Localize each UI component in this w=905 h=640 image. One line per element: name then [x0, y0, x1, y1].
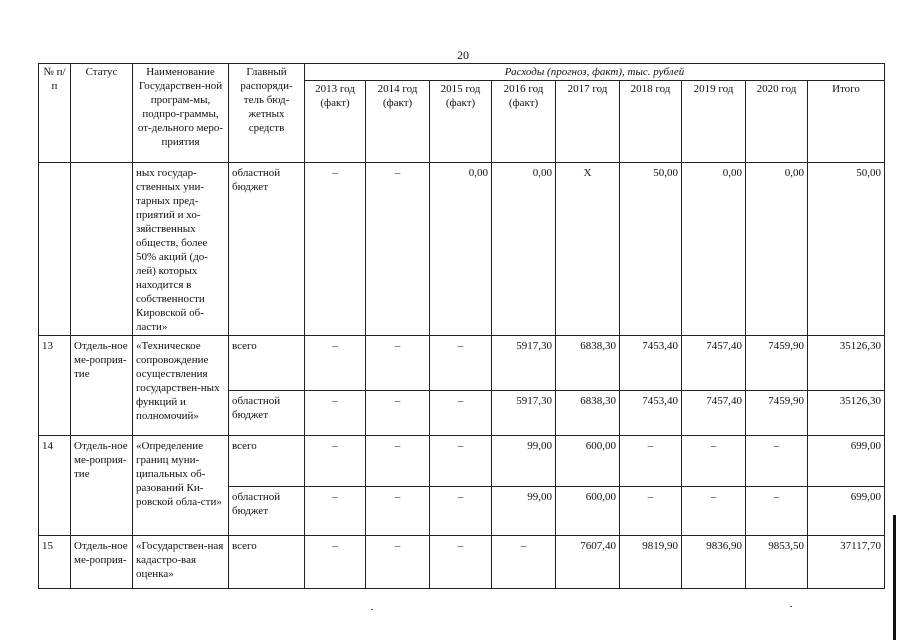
header-year-note: (факт) [445, 97, 476, 109]
row-value: – [366, 536, 430, 589]
row-name: «Государствен-ная кадастро-вая оценка» [133, 536, 229, 589]
scan-speck [790, 606, 792, 607]
table-row [39, 163, 885, 336]
row-status: Отдель-ное ме-роприя-тие [71, 436, 133, 536]
row-value: – [682, 487, 746, 536]
table-row [39, 436, 885, 487]
header-year [305, 81, 366, 163]
row-total: 699,00 [808, 487, 885, 536]
row-status: Отдель-ное ме-роприя-тие [71, 336, 133, 436]
row-value: 600,00 [556, 436, 620, 487]
row-total: 50,00 [808, 163, 885, 336]
header-expenses: Расходы (прогноз, факт), тыс. рублей [305, 64, 885, 81]
header-year [492, 81, 556, 163]
row-num: 14 [39, 436, 71, 536]
row-name: «Техническое сопровождение осуществления государствен-ных функций и полномочий» [133, 336, 229, 436]
header-year-note: (факт) [320, 97, 350, 109]
row-value: 0,00 [430, 163, 492, 336]
header-year [746, 81, 808, 163]
row-value: 7453,40 [620, 391, 682, 436]
row-value: 99,00 [492, 436, 556, 487]
row-value: – [305, 436, 366, 487]
row-name: ных государ-ственных уни-тарных пред-приятий и хо-зяйственных обществ, более 50% акций (до-лей) которых находится в собственности Кировской об-ласти» [133, 163, 229, 336]
row-value: 7607,40 [556, 536, 620, 589]
row-value: – [430, 487, 492, 536]
row-manager: всего [229, 536, 305, 589]
header-year [620, 81, 682, 163]
row-total: 699,00 [808, 436, 885, 487]
row-value: – [366, 436, 430, 487]
row-value: Х [556, 163, 620, 336]
table-row [39, 336, 885, 391]
row-value: – [746, 436, 808, 487]
row-value: – [305, 536, 366, 589]
header-year-label: 2017 год [567, 83, 608, 95]
header-year [366, 81, 430, 163]
header-status: Статус [71, 64, 133, 163]
row-manager: всего [229, 436, 305, 487]
row-value: 0,00 [682, 163, 746, 336]
row-total: 35126,30 [808, 391, 885, 436]
scan-edge-mark [893, 515, 896, 640]
row-value: 7457,40 [682, 336, 746, 391]
header-year-label: 2013 год [315, 83, 355, 95]
row-value: – [430, 336, 492, 391]
row-manager: областной бюджет [229, 487, 305, 536]
row-value: – [366, 487, 430, 536]
row-value: – [746, 487, 808, 536]
row-value: 9819,90 [620, 536, 682, 589]
header-year-label: 2014 год [377, 83, 418, 95]
row-value: – [305, 336, 366, 391]
table-row [39, 536, 885, 589]
header-year-label: 2018 год [630, 83, 671, 95]
header-year [556, 81, 620, 163]
header-total: Итого [808, 81, 885, 163]
row-num [39, 163, 71, 336]
row-value: 7457,40 [682, 391, 746, 436]
row-value: – [682, 436, 746, 487]
row-value: – [430, 536, 492, 589]
row-value: – [620, 487, 682, 536]
header-year-note: (факт) [382, 97, 413, 109]
header-num: № п/п [39, 64, 71, 163]
row-value: – [366, 391, 430, 436]
row-value: 9853,50 [746, 536, 808, 589]
row-manager: областной бюджет [229, 391, 305, 436]
header-year-label: 2019 год [693, 83, 734, 95]
row-num: 15 [39, 536, 71, 589]
row-value: – [305, 163, 366, 336]
row-status [71, 163, 133, 336]
row-value: 6838,30 [556, 336, 620, 391]
header-year-label: 2020 год [756, 83, 797, 95]
row-value: 0,00 [492, 163, 556, 336]
row-value: – [620, 436, 682, 487]
row-value: 9836,90 [682, 536, 746, 589]
row-value: – [430, 391, 492, 436]
row-value: 0,00 [746, 163, 808, 336]
header-name: Наименование Государствен-ной програм-мы, подпро-граммы, от-дельного меро-приятия [133, 64, 229, 163]
row-value: – [366, 163, 430, 336]
row-value: 7459,90 [746, 391, 808, 436]
row-value: 6838,30 [556, 391, 620, 436]
row-value: 7459,90 [746, 336, 808, 391]
row-total: 37117,70 [808, 536, 885, 589]
header-row-top [39, 64, 885, 81]
row-value: 99,00 [492, 487, 556, 536]
header-year-label: 2015 год [440, 83, 481, 95]
header-manager: Главный распоряди-тель бюд-жетных средств [229, 64, 305, 163]
row-value: – [305, 487, 366, 536]
row-value: – [430, 436, 492, 487]
row-value: – [305, 391, 366, 436]
row-status: Отдель-ное ме-роприя- [71, 536, 133, 589]
row-value: – [492, 536, 556, 589]
header-year [682, 81, 746, 163]
row-value: 5917,30 [492, 336, 556, 391]
header-year-note: (факт) [508, 97, 539, 109]
scan-speck [371, 609, 373, 610]
page-number: 20 [457, 48, 469, 62]
row-total: 35126,30 [808, 336, 885, 391]
row-num: 13 [39, 336, 71, 436]
header-year [430, 81, 492, 163]
budget-table [38, 63, 885, 589]
row-value: 50,00 [620, 163, 682, 336]
row-value: – [366, 336, 430, 391]
row-value: 600,00 [556, 487, 620, 536]
row-value: 5917,30 [492, 391, 556, 436]
row-value: 7453,40 [620, 336, 682, 391]
row-manager: всего [229, 336, 305, 391]
row-manager: областной бюджет [229, 163, 305, 336]
header-year-label: 2016 год [503, 83, 544, 95]
row-name: «Определение границ муни-ципальных об-разований Ки-ровской обла-сти» [133, 436, 229, 536]
